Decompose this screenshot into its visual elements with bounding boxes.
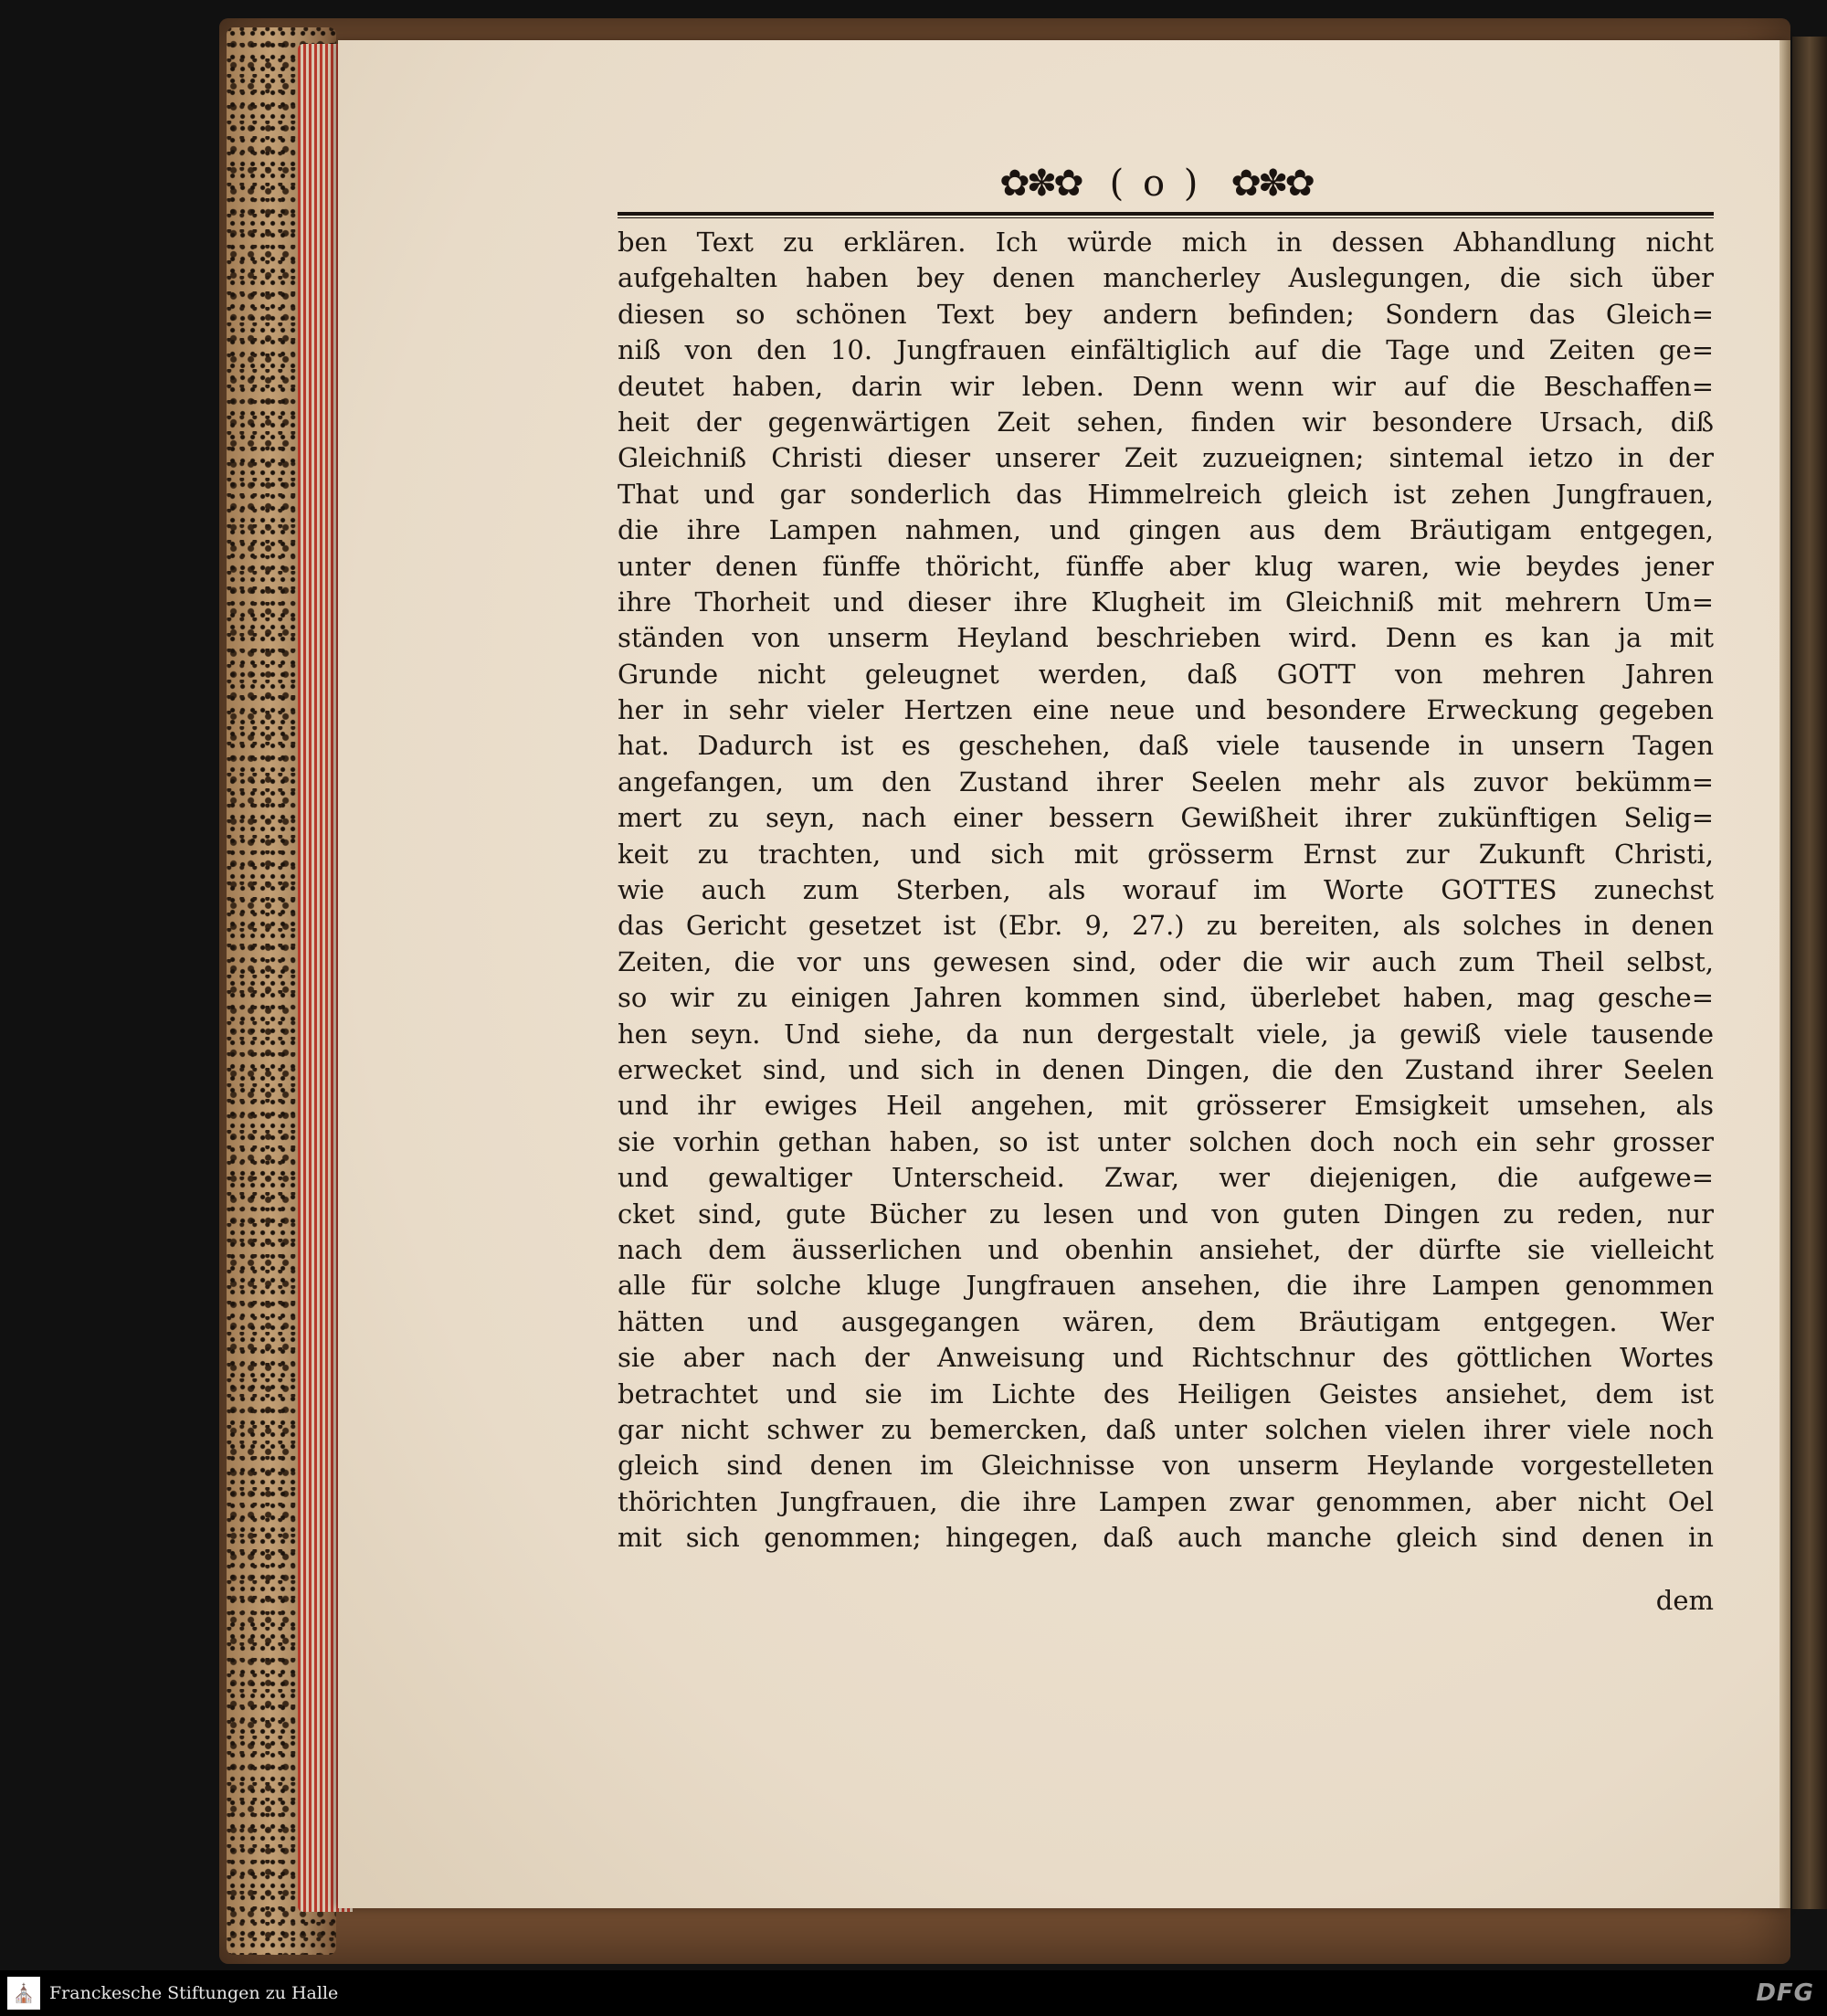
text-line: her in sehr vieler Hertzen eine neue und besondere Erweckung gegeben — [618, 694, 1714, 726]
text-line: heit der gegenwärtigen Zeit sehen, finden wir besondere Ursach, diß — [618, 406, 1714, 438]
text-line: gleich sind denen im Gleichnisse von unserm Heylande vorgestelleten — [618, 1450, 1714, 1482]
text-line: cket sind, gute Bücher zu lesen und von guten Dingen zu reden, nur — [618, 1198, 1714, 1230]
text-line: keit zu trachten, und sich mit grösserm Ernst zur Zukunft Christi, — [618, 838, 1714, 870]
text-line: erwecket sind, und sich in denen Dingen, die den Zustand ihrer Seelen — [618, 1053, 1714, 1085]
ornament-right-icon: ✿✽✿ — [1230, 163, 1312, 205]
text-line: Gleichniß Christi dieser unserer Zeit zuzueignen; sintemal ietzo in der — [618, 442, 1714, 474]
text-line: Grunde nicht geleugnet werden, daß GOTT von mehren Jahren — [618, 658, 1714, 690]
text-line: hätten und ausgegangen wären, dem Bräutigam entgegen. Wer — [618, 1305, 1714, 1337]
text-line: wie auch zum Sterben, als worauf im Worte GOTTES zunechst — [618, 874, 1714, 906]
page-header — [991, 158, 1320, 209]
text-line: nach dem äusserlichen und obenhin ansiehet, der dürfte sie vielleicht — [618, 1233, 1714, 1265]
text-line: angefangen, um den Zustand ihrer Seelen mehr als zuvor bekümm= — [618, 765, 1714, 797]
text-line: niß von den 10. Jungfrauen einfältiglich auf die Tage und Zeiten ge= — [618, 334, 1714, 366]
text-line: diesen so schönen Text bey andern befinden; Sondern das Gleich= — [618, 298, 1714, 330]
text-line: ständen von unserm Heyland beschrieben wird. Denn es kan ja mit — [618, 622, 1714, 654]
text-line: ben Text zu erklären. Ich würde mich in dessen Abhandlung nicht — [618, 227, 1714, 258]
page-gutter — [1779, 40, 1790, 1908]
text-line: hen seyn. Und siehe, da nun dergestalt viele, ja gewiß viele tausende — [618, 1018, 1714, 1050]
text-line: die ihre Lampen nahmen, und gingen aus dem Bräutigam entgegen, — [618, 514, 1714, 546]
institution-name: Franckesche Stiftungen zu Halle — [49, 1983, 339, 2003]
text-line: hat. Dadurch ist es geschehen, daß viele tausende in unsern Tagen — [618, 730, 1714, 762]
text-line: und gewaltiger Unterscheid. Zwar, wer diejenigen, die aufgewe= — [618, 1162, 1714, 1194]
dfg-logo: DFG — [1756, 1979, 1814, 2007]
page-number: ( o ) — [1109, 163, 1202, 205]
text-line: das Gericht gesetzet ist (Ebr. 9, 27.) zu bereiten, als solches in denen — [618, 910, 1714, 942]
next-page-strip — [1792, 37, 1827, 1909]
text-line: That und gar sonderlich das Himmelreich gleich ist zehen Jungfrauen, — [618, 478, 1714, 510]
text-line: thörichten Jungfrauen, die ihre Lampen zwar genommen, aber nicht Oel — [618, 1485, 1714, 1517]
catchword: dem — [1655, 1585, 1714, 1616]
text-line: sie vorhin gethan haben, so ist unter solchen doch noch ein sehr grosser — [618, 1125, 1714, 1157]
body-text — [618, 225, 1714, 1556]
text-line: gar nicht schwer zu bemercken, daß unter solchen vielen ihrer viele noch — [618, 1413, 1714, 1445]
ornament-left-icon: ✿✽✿ — [999, 163, 1081, 205]
text-line: betrachtet und sie im Lichte des Heiligen Geistes ansiehet, dem ist — [618, 1377, 1714, 1409]
text-line: deutet haben, darin wir leben. Denn wenn wir auf die Beschaffen= — [618, 370, 1714, 402]
text-line: mert zu seyn, nach einer bessern Gewißheit ihrer zukünftigen Selig= — [618, 802, 1714, 834]
text-line: und ihr ewiges Heil angehen, mit grösserer Emsigkeit umsehen, als — [618, 1090, 1714, 1122]
text-line: so wir zu einigen Jahren kommen sind, überlebet haben, mag gesche= — [618, 982, 1714, 1014]
header-rule-thin — [618, 217, 1714, 218]
text-line: alle für solche kluge Jungfrauen ansehen, die ihre Lampen genommen — [618, 1270, 1714, 1302]
text-line: sie aber nach der Anweisung und Richtschnur des göttlichen Wortes — [618, 1342, 1714, 1374]
text-line: mit sich genommen; hingegen, daß auch manche gleich sind denen in — [618, 1522, 1714, 1554]
text-line: aufgehalten haben bey denen mancherley Auslegungen, die sich über — [618, 262, 1714, 294]
viewer-footer — [0, 1970, 1827, 2016]
text-line: unter denen fünffe thöricht, fünffe aber klug waren, wie beydes jener — [618, 550, 1714, 582]
header-rule — [618, 212, 1714, 216]
foundation-logo-icon: ⛪ — [7, 1977, 40, 2010]
text-line: ihre Thorheit und dieser ihre Klugheit im Gleichniß mit mehrern Um= — [618, 586, 1714, 617]
text-line: Zeiten, die vor uns gewesen sind, oder die wir auch zum Theil selbst, — [618, 945, 1714, 977]
